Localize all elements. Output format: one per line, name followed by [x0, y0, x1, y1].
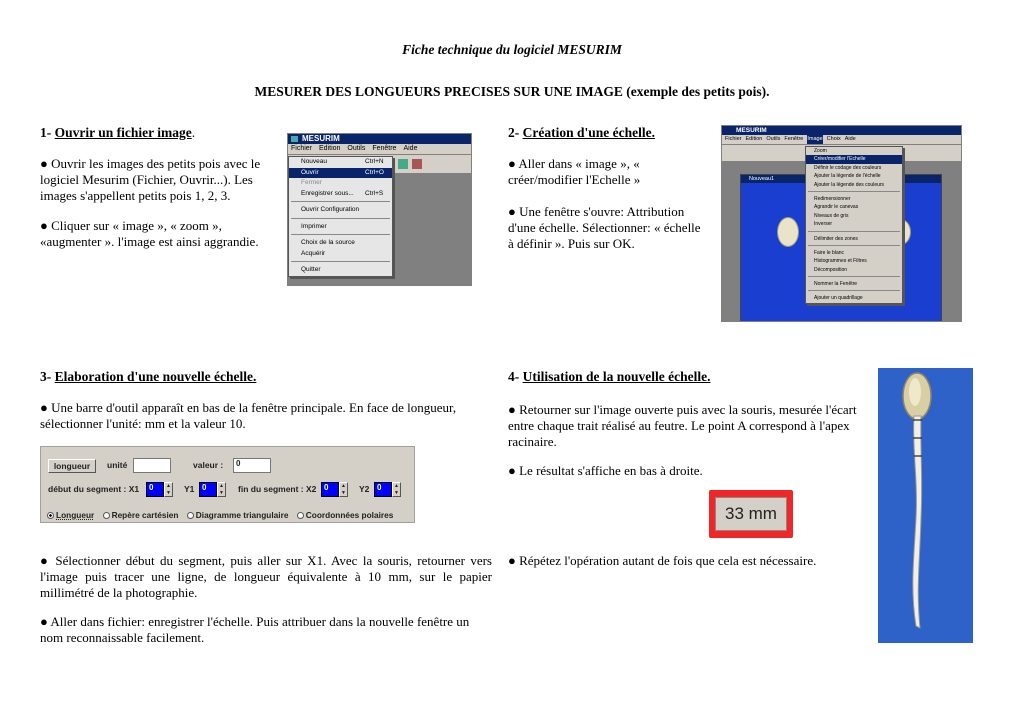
- section-3-heading: [40, 369, 256, 385]
- menu-item-ouvrir-configuration[interactable]: Ouvrir Configuration: [301, 206, 360, 213]
- y1-label: Y1: [184, 484, 195, 494]
- menu-separator: [291, 218, 390, 220]
- tool-icon: [412, 159, 422, 169]
- x2-input[interactable]: 0: [321, 482, 339, 497]
- app-title: MESURIM: [302, 134, 340, 143]
- menu-item-decomposition[interactable]: Décomposition: [814, 266, 848, 273]
- section-1-heading: [40, 125, 195, 141]
- app-icon: [291, 136, 298, 142]
- section-1-para-1: ● Ouvrir les images des petits pois avec le logiciel Mesurim (Fichier, Ouvrir...). Les images s'appellent petits pois 1, 2, 3.: [40, 156, 261, 203]
- menu-outils[interactable]: Outils: [347, 145, 366, 152]
- menubar: [722, 135, 961, 144]
- screenshot-image-menu: [721, 125, 962, 322]
- menu-item-fermer[interactable]: Fermer: [301, 179, 322, 186]
- app-titlebar: MESURIM: [722, 126, 961, 135]
- pea-illustration: [878, 368, 973, 643]
- section-3-para-2: ● Sélectionner début du segment, puis aller sur X1. Avec la souris, retourner vers l'image puis tracer une ligne, de longueur équivalente à 10 mm, sur le papier millimétré de la photographie.: [40, 553, 492, 600]
- file-dropdown: [288, 156, 393, 277]
- section-4-para-2: ● Le résultat s'affiche en bas à droite.: [508, 463, 703, 478]
- section-3-title: Elaboration d'une nouvelle échelle.: [54, 369, 257, 384]
- debut-segment-label: début du segment : X1: [48, 484, 140, 494]
- menu-fichier[interactable]: Fichier: [725, 136, 742, 142]
- section-3-number: 3-: [40, 369, 55, 384]
- menu-item-quadrillage[interactable]: Ajouter un quadrillage: [814, 295, 863, 302]
- menu-fenetre[interactable]: Fenêtre: [784, 136, 804, 142]
- child-window-title: Nouveau1: [741, 175, 941, 183]
- section-2-para-1: ● Aller dans « image », « créer/modifier l'Echelle »: [508, 156, 641, 187]
- menu-item-acquerir[interactable]: Acquérir: [301, 249, 326, 257]
- menu-aide[interactable]: Aide: [403, 145, 418, 152]
- menu-item-imprimer[interactable]: Imprimer: [301, 222, 327, 230]
- menu-item-zoom[interactable]: Zoom: [814, 148, 827, 154]
- y2-input[interactable]: 0: [374, 482, 392, 497]
- result-highlight: [709, 490, 793, 538]
- radio-unchecked-icon: [297, 512, 304, 519]
- section-2-para-2: ● Une fenêtre s'ouvre: Attribution d'une échelle. Sélectionner: « échelle à définir ». Puis sur OK.: [508, 204, 701, 251]
- menu-item-redimensionner[interactable]: Redimensionner: [814, 195, 851, 202]
- section-1-para-2: ● Cliquer sur « image », « zoom », «augmenter ». l'image est ainsi aggrandie.: [40, 218, 259, 249]
- menu-choix[interactable]: Choix: [826, 136, 841, 142]
- menu-separator: [291, 234, 390, 236]
- unite-input[interactable]: [133, 458, 171, 473]
- longueur-button[interactable]: longueur: [48, 459, 96, 473]
- document-title: Fiche technique du logiciel MESURIM: [402, 42, 622, 57]
- menu-fenetre[interactable]: Fenêtre: [372, 145, 397, 152]
- section-1-number: 1-: [40, 125, 55, 140]
- y2-spinner-icon[interactable]: ▲ ▼: [392, 482, 401, 497]
- section-2-number: 2-: [508, 125, 523, 140]
- section-3-para-1: ● Une barre d'outil apparaît en bas de la fenêtre principale. En face de longueur, sélectionner l'unité: mm et la valeur 10.: [40, 400, 457, 431]
- section-4-heading: [508, 369, 711, 385]
- radio-checked-icon: [47, 512, 54, 519]
- menu-item-nouveau[interactable]: Nouveau Ctrl+N: [301, 158, 384, 165]
- x2-spinner-icon[interactable]: ▲ ▼: [339, 482, 348, 497]
- valeur-label: valeur :: [193, 460, 224, 470]
- valeur-input[interactable]: 0: [233, 458, 271, 473]
- section-2-title: Création d'une échelle.: [522, 125, 655, 140]
- menu-item-creer-echelle[interactable]: Créer/modifier l'Echelle: [806, 155, 902, 163]
- pea-photo: [878, 368, 973, 643]
- pea-image: [777, 217, 799, 247]
- x1-spinner-icon[interactable]: ▲ ▼: [164, 482, 173, 497]
- fin-segment-label: fin du segment : X2: [238, 484, 317, 494]
- menu-item-quitter[interactable]: Quitter: [301, 266, 321, 273]
- radio-coordonnees-polaires[interactable]: Coordonnées polaires: [297, 510, 394, 520]
- menu-item-legende-couleurs[interactable]: Ajouter la légende des couleurs: [814, 181, 885, 188]
- result-value: 33 mm: [715, 497, 787, 531]
- menu-item-ouvrir[interactable]: Ouvrir Ctrl+O: [289, 168, 392, 179]
- menu-item-inverser[interactable]: Inverser: [814, 221, 833, 228]
- menu-item-codage-couleurs[interactable]: Définir le codage des couleurs: [814, 164, 882, 171]
- unite-label: unité: [107, 460, 128, 470]
- menu-separator: [291, 261, 390, 263]
- radio-longueur[interactable]: Longueur: [47, 510, 94, 520]
- radio-repere-cartesien[interactable]: Repère cartésien: [103, 510, 179, 520]
- menu-separator: [808, 191, 900, 193]
- x1-input[interactable]: 0: [146, 482, 164, 497]
- section-2-heading: [508, 125, 655, 141]
- radio-unchecked-icon: [103, 512, 110, 519]
- section-4-para-1: ● Retourner sur l'image ouverte puis avec la souris, mesurée l'écart entre chaque trait réalisé au feutre. Le point A correspond à l'apex racinaire.: [508, 402, 857, 449]
- menu-edition[interactable]: Edition: [745, 136, 763, 142]
- menu-image[interactable]: Image: [807, 136, 823, 142]
- mode-radios: [47, 510, 393, 520]
- menu-separator: [808, 290, 900, 292]
- menu-item-histogrammes[interactable]: Histogrammes et Filtres: [814, 258, 867, 265]
- section-1-title: Ouvrir un fichier image: [54, 125, 192, 140]
- app-titlebar: [288, 134, 471, 144]
- y2-label: Y2: [359, 484, 370, 494]
- section-4-number: 4-: [508, 369, 523, 384]
- y1-input[interactable]: 0: [199, 482, 217, 497]
- section-4-title: Utilisation de la nouvelle échelle.: [522, 369, 711, 384]
- menu-item-delimiter-zones[interactable]: Délimiter des zones: [814, 235, 858, 242]
- menubar: [288, 144, 471, 154]
- menu-fichier[interactable]: Fichier: [291, 145, 313, 152]
- menu-item-enregistrer-sous[interactable]: Enregistrer sous... Ctrl+S: [301, 189, 384, 197]
- screenshot-file-menu: [287, 133, 472, 286]
- menu-item-legende-echelle[interactable]: Ajouter la légende de l'échelle: [814, 173, 881, 180]
- menu-item-niveaux-gris[interactable]: Niveaux de gris: [814, 212, 849, 219]
- menu-aide[interactable]: Aide: [844, 136, 856, 142]
- menu-separator: [808, 231, 900, 233]
- menu-item-nommer-fenetre[interactable]: Nommer la Fenêtre: [814, 281, 858, 288]
- tool-icon: [398, 159, 408, 169]
- section-4-para-3: ● Répétez l'opération autant de fois que cela est nécessaire.: [508, 553, 817, 568]
- menu-outils[interactable]: Outils: [766, 136, 781, 142]
- menu-item-faire-blanc[interactable]: Faire le blanc: [814, 249, 845, 256]
- radio-unchecked-icon: [187, 512, 194, 519]
- radio-diagramme-triangulaire[interactable]: Diagramme triangulaire: [187, 510, 289, 520]
- menu-item-choix-source[interactable]: Choix de la source: [301, 239, 355, 246]
- document-subtitle: MESURER DES LONGUEURS PRECISES SUR UNE IMAGE (exemple des petits pois).: [254, 84, 770, 99]
- menu-separator: [808, 245, 900, 247]
- image-dropdown: [805, 146, 903, 304]
- menu-edition[interactable]: Edition: [319, 145, 341, 152]
- section-1-period: .: [191, 125, 196, 140]
- menu-separator: [291, 201, 390, 203]
- menu-item-agrandir-canevas[interactable]: Agrandir le canevas: [814, 204, 859, 211]
- measure-toolbar: [40, 446, 415, 523]
- section-3-para-3: ● Aller dans fichier: enregistrer l'échelle. Puis attribuer dans la nouvelle fenêtre un nom reconnaissable facilement.: [40, 614, 470, 645]
- menu-separator: [808, 276, 900, 278]
- y1-spinner-icon[interactable]: ▲ ▼: [217, 482, 226, 497]
